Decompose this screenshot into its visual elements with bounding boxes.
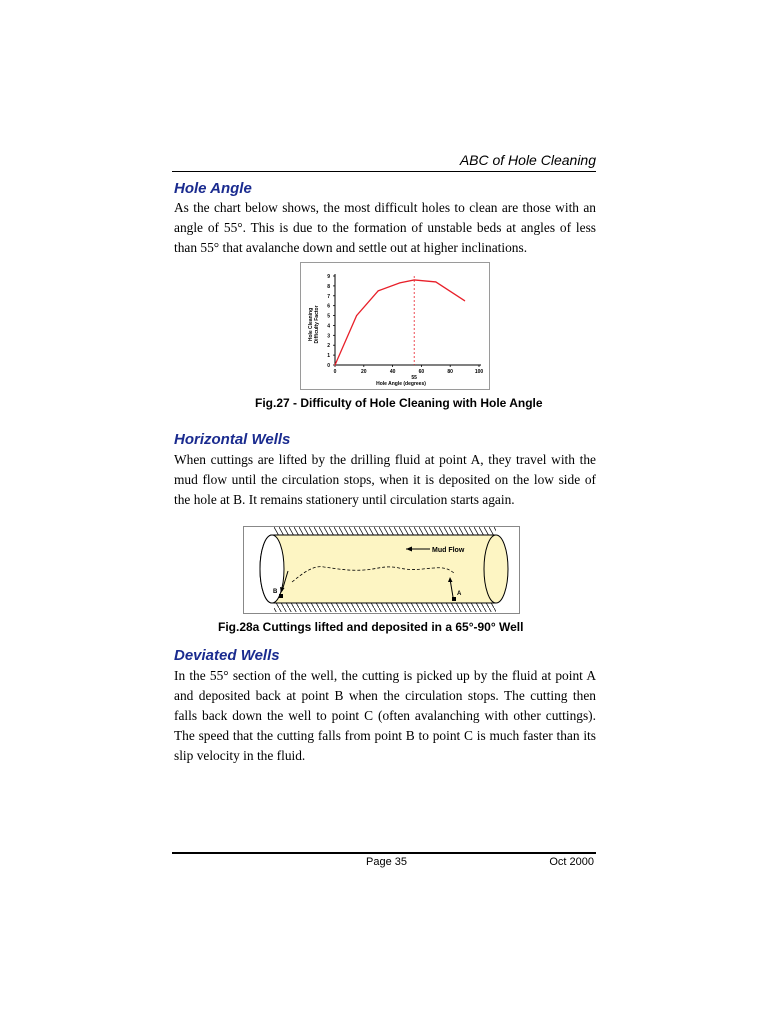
heading-hole-angle: Hole Angle [174, 180, 252, 197]
x-tick-label: 100 [474, 369, 484, 375]
x-tick-label: 60 [418, 369, 425, 375]
point-b-label: B [273, 589, 278, 595]
point-b-marker [279, 594, 283, 598]
data-point [378, 290, 379, 291]
page-footer [172, 852, 596, 876]
para-deviated-wells: In the 55° section of the well, the cutting is picked up by the fluid at point A and deposited back at point B when the circulation stops. The cutting then falls back down the well to point C (often avalanching with other cuttings). The speed that the cutting falls from point B to point C is much faster than its slip velocity in the fluid. [174, 668, 596, 763]
upper-formation-hatch [274, 527, 496, 535]
data-point [414, 279, 415, 280]
x-tick-label: 20 [361, 369, 367, 375]
point-a-marker [452, 597, 456, 601]
heading-deviated-wells: Deviated Wells [174, 647, 280, 664]
fig28a-caption: Fig.28a Cuttings lifted and deposited in a 65°-90° Well [218, 620, 524, 634]
y-tick-label: 0 [327, 363, 330, 369]
data-point [399, 282, 400, 283]
y-tick-label: 4 [327, 323, 330, 330]
data-point [334, 364, 335, 365]
mud-flow-label: Mud Flow [432, 547, 465, 554]
running-title: ABC of Hole Cleaning [459, 152, 596, 168]
y-tick-label: 1 [327, 353, 330, 360]
footer-date: Oct 2000 [549, 856, 594, 868]
y-tick-label: 9 [327, 274, 330, 280]
y-tick-label: 6 [327, 303, 330, 310]
x-tick-label: 40 [389, 369, 396, 375]
y-axis-label-line1: Hole Cleaning [308, 307, 314, 342]
y-tick-label: 7 [327, 293, 330, 300]
point-a-label: A [457, 591, 462, 597]
data-point [356, 315, 357, 316]
well-diagram-svg [244, 527, 519, 613]
lower-formation-hatch [274, 603, 496, 612]
para-horizontal-wells: When cuttings are lifted by the drilling fluid at point A, they travel with the mud flow until the circulation stops, when it is deposited on the low side of the hole at B. It remains stationery until circulation starts again. [174, 452, 596, 507]
data-point [435, 281, 436, 282]
y-tick-label: 3 [327, 333, 330, 340]
angle-55-marker-label: 55 [411, 375, 417, 381]
wellbore-body [260, 535, 508, 603]
x-tick-label: 80 [447, 369, 453, 375]
header-rule [172, 171, 596, 172]
y-axis-label-line2: Difficulty Factor [314, 305, 320, 344]
footer-rule [172, 852, 596, 854]
difficulty-series-line [335, 280, 465, 365]
fig27-caption: Fig.27 - Difficulty of Hole Cleaning with Hole Angle [255, 396, 543, 410]
wellbore-end-left [260, 535, 284, 603]
y-tick-label: 2 [327, 343, 330, 350]
page-header [172, 150, 596, 172]
horizontal-well-diagram [243, 526, 520, 614]
x-tick-label: 0 [333, 369, 337, 375]
heading-horizontal-wells: Horizontal Wells [174, 431, 291, 448]
y-tick-label: 5 [327, 313, 330, 320]
x-axis-label: Hole Angle (degrees) [376, 381, 426, 387]
para-hole-angle: As the chart below shows, the most difficult holes to clean are those with an angle of 55°. This is due to the formation of unstable beds at angles of less than 55° that avalanche down and settle out at higher inclinations. [174, 200, 596, 255]
hole-angle-chart [300, 262, 490, 390]
chart-svg [301, 263, 489, 389]
data-point [464, 300, 465, 301]
y-tick-label: 8 [327, 283, 330, 290]
page-number: Page 35 [366, 856, 407, 868]
